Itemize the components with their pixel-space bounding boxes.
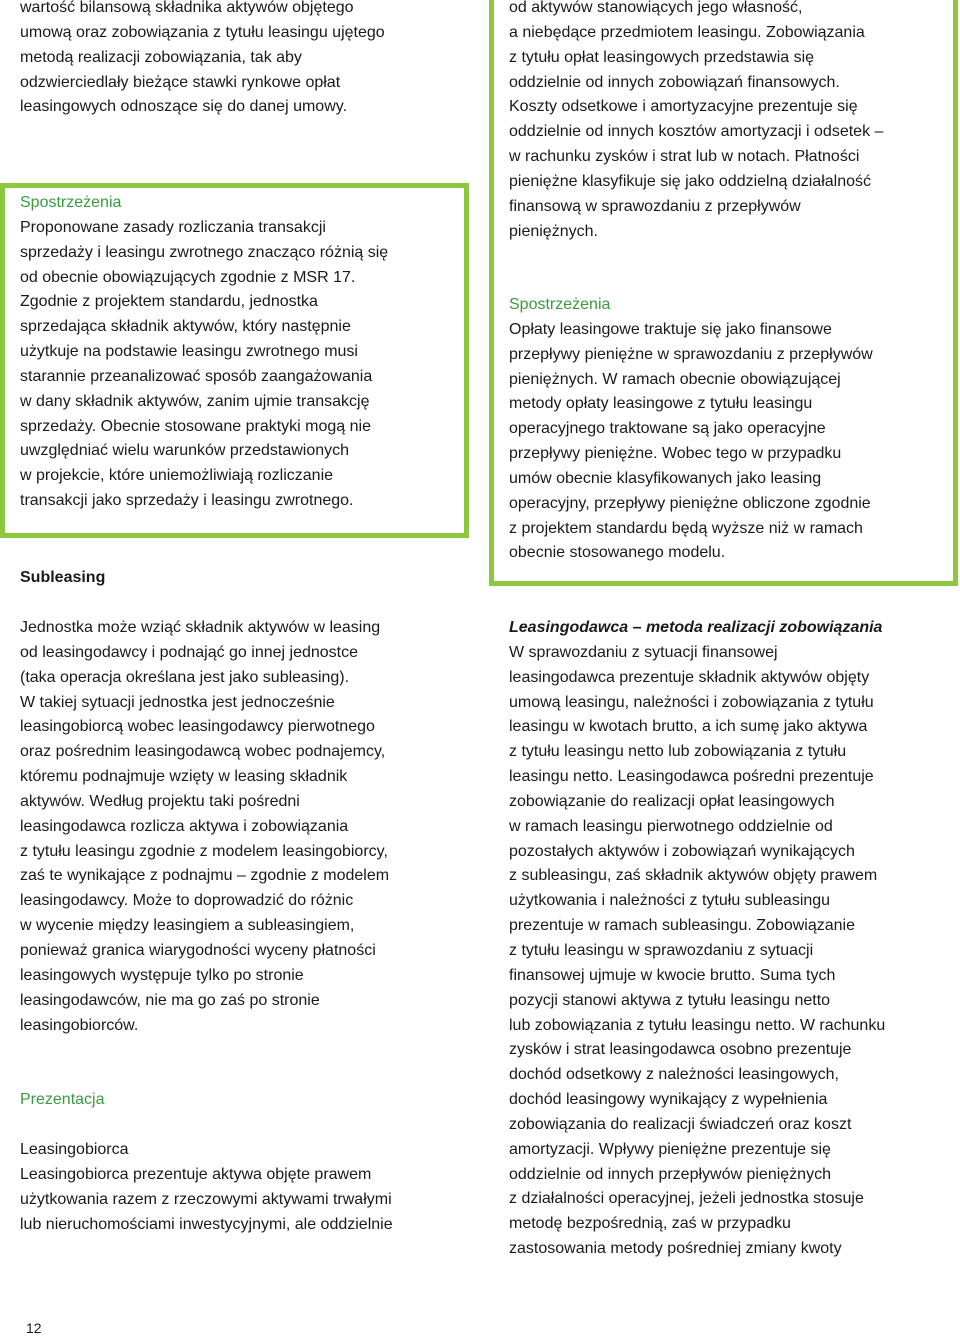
section-heading: Prezentacja	[20, 1091, 105, 1108]
text-line: pieniężne klasyfikuje się jako oddzielną działalność	[509, 172, 871, 190]
text-line: Proponowane zasady rozliczania transakcji	[20, 218, 326, 236]
text-line: od leasingodawcy i podnająć go innej jednostce	[20, 643, 359, 661]
text-line: (taka operacja określana jest jako subleasing).	[20, 668, 350, 686]
subsection-heading: Leasingodawca – metoda realizacji zobowiązania	[509, 619, 883, 636]
text-line: Koszty odsetkowe i amortyzacyjne prezentuje się	[509, 98, 858, 116]
insight-box-right-content	[509, 293, 873, 566]
text-line: obecnie stosowanego modelu.	[509, 544, 726, 562]
text-line: zaś te wynikające z podnajmu – zgodnie z modelem	[20, 867, 390, 885]
text-line: pozostałych aktywów i zobowiązań wynikających	[509, 842, 855, 860]
text-line: operacyjny, przepływy pieniężne obliczone zgodnie	[509, 494, 871, 512]
text-line: przepływy pieniężne. Wobec tego w przypadku	[509, 445, 842, 463]
text-line: metodę bezpośrednią, zaś w przypadku	[509, 1215, 791, 1233]
text-line: aktywów. Według projektu taki pośredni	[20, 792, 300, 810]
text-line: w ramach leasingu pierwotnego oddzielnie od	[509, 817, 833, 835]
text-line: od obecnie obowiązujących zgodnie z MSR 17.	[20, 268, 356, 286]
text-line: Jednostka może wziąć składnik aktywów w leasing	[20, 619, 381, 636]
text-line: lub nieruchomościami inwestycyjnymi, ale oddzielnie	[20, 1215, 393, 1233]
intro-paragraph	[20, 0, 385, 120]
text-line: zobowiązania do realizacji świadczeń oraz koszt	[509, 1115, 852, 1133]
text-line: metodą realizacji zobowiązania, tak aby	[20, 48, 302, 66]
subleasing-paragraph	[20, 616, 389, 1038]
text-line: W takiej sytuacji jednostka jest jednocześnie	[20, 693, 335, 711]
text-line: z działalności operacyjnej, jeżeli jednostka stosuje	[509, 1190, 864, 1208]
text-line: pozycji stanowi aktywa z tytułu leasingu netto	[509, 991, 831, 1009]
text-line: leasingodawców, nie ma go zaś po stronie	[20, 991, 320, 1009]
text-line: Opłaty leasingowe traktuje się jako finansowe	[509, 320, 832, 338]
text-line: przepływy pieniężne w sprawozdaniu z przepływów	[509, 345, 873, 363]
insight-box-right-intro	[509, 0, 883, 244]
text-line: zobowiązanie do realizacji opłat leasingowych	[509, 792, 835, 810]
text-line: umową oraz zobowiązania z tytułu leasingu ujętego	[20, 23, 385, 41]
page-number: 12	[26, 1320, 42, 1336]
text-line: a niebędące przedmiotem leasingu. Zobowiązania	[509, 23, 865, 41]
subleasing-section	[20, 566, 105, 591]
text-line: użytkowania razem z rzeczowymi aktywami trwałymi	[20, 1190, 392, 1208]
text-line: leasingodawcy. Może to doprowadzić do różnic	[20, 892, 354, 910]
text-line: użytkowania i należności z tytułu subleasingu	[509, 892, 831, 910]
text-line: z tytułu opłat leasingowych przedstawia się	[509, 48, 815, 66]
text-line: użytkuje na podstawie leasingu zwrotnego musi	[20, 343, 358, 361]
text-line: pieniężnych.	[509, 222, 598, 240]
text-line: prezentuje w ramach subleasingu. Zobowiązanie	[509, 917, 855, 935]
text-line: leasingu w kwotach brutto, a ich sumę jako aktywa	[509, 718, 868, 736]
presentation-section	[20, 1088, 105, 1113]
text-line: ponieważ granica wiarygodności wyceny płatności	[20, 941, 376, 959]
text-line: leasingobiorców.	[20, 1016, 139, 1034]
section-heading: Subleasing	[20, 569, 106, 586]
text-line: operacyjnego traktowane są jako operacyjne	[509, 420, 826, 438]
text-line: transakcji jako sprzedaży i leasingu zwrotnego.	[20, 492, 354, 510]
text-line: leasingodawca rozlicza aktywa i zobowiązania	[20, 817, 349, 835]
text-line: z tytułu leasingu zgodnie z modelem leasingobiorcy,	[20, 842, 388, 860]
text-line: starannie przeanalizować sposób zaangażowania	[20, 367, 373, 385]
text-line: leasingowych występuje tylko po stronie	[20, 966, 304, 984]
text-line: oddzielnie od innych przepływów pieniężnych	[509, 1165, 831, 1183]
text-line: z projektem standardu będą wyższe niż w ramach	[509, 519, 863, 537]
text-line: sprzedaży i leasingu zwrotnego znacząco różnią się	[20, 243, 389, 261]
text-line: finansowej ujmuje w kwocie brutto. Suma tych	[509, 966, 836, 984]
text-line: odzwierciedlały bieżące stawki rynkowe opłat	[20, 73, 341, 91]
text-line: leasingowych odnoszące się do danej umowy.	[20, 98, 348, 116]
text-line: z subleasingu, zaś składnik aktywów objęty prawem	[509, 867, 878, 885]
text-line: Leasingobiorca prezentuje aktywa objęte prawem	[20, 1165, 372, 1183]
text-line: zysków i strat leasingodawca osobno prezentuje	[509, 1041, 852, 1059]
text-line: pieniężnych. W ramach obecnie obowiązującej	[509, 370, 841, 388]
text-line: Zgodnie z projektem standardu, jednostka	[20, 293, 318, 311]
text-line: sprzedaży. Obecnie stosowane praktyki mogą nie	[20, 417, 371, 435]
text-line: W sprawozdaniu z sytuacji finansowej	[509, 643, 778, 661]
text-line: leasingodawca prezentuje składnik aktywów objęty	[509, 668, 870, 686]
text-line: zastosowania metody pośredniej zmiany kwoty	[509, 1240, 842, 1258]
text-line: w dany składnik aktywów, zanim ujmie transakcję	[20, 392, 370, 410]
text-line: finansową w sprawozdaniu z przepływów	[509, 197, 801, 215]
text-line: leasingu netto. Leasingodawca pośredni prezentuje	[509, 768, 874, 786]
text-line: z tytułu leasingu netto lub zobowiązania z tytułu	[509, 743, 847, 761]
text-line: oddzielnie od innych kosztów amortyzacji i odsetek –	[509, 123, 884, 141]
text-line: w wycenie między leasingiem a subleasingiem,	[20, 917, 355, 935]
subsection-heading: Leasingobiorca	[20, 1141, 129, 1158]
text-line: w rachunku zysków i strat lub w notach. Płatności	[509, 148, 860, 166]
text-line: któremu podnajmuje wzięty w leasing składnik	[20, 768, 348, 786]
text-line: oraz pośrednim leasingodawcą wobec podnajemcy,	[20, 743, 386, 761]
text-line: sprzedająca składnik aktywów, który następnie	[20, 318, 351, 336]
insight-heading: Spostrzeżenia	[509, 296, 611, 313]
text-line: leasingobiorcą wobec leasingodawcy pierwotnego	[20, 718, 375, 736]
text-line: umów obecnie klasyfikowanych jako leasing	[509, 469, 822, 487]
text-line: dochód leasingowy wynikający z wypełnienia	[509, 1091, 828, 1109]
text-line: oddzielnie od innych zobowiązań finansowych.	[509, 73, 840, 91]
text-line: amortyzacji. Wpływy pieniężne prezentuje się	[509, 1140, 831, 1158]
insight-heading: Spostrzeżenia	[20, 194, 122, 211]
text-line: dochód odsetkowy z należności leasingowych,	[509, 1066, 839, 1084]
lessee-section	[20, 1138, 393, 1237]
text-line: lub zobowiązania z tytułu leasingu netto. W rachunku	[509, 1016, 886, 1034]
text-line: z tytułu leasingu w sprawozdaniu z sytuacji	[509, 941, 814, 959]
lessor-section	[509, 616, 885, 1262]
text-line: uwzględniać wielu warunków przedstawionych	[20, 442, 350, 460]
text-line: umową leasingu, należności i zobowiązania z tytułu	[509, 693, 874, 711]
text-line: w projekcie, które uniemożliwiają rozliczanie	[20, 467, 334, 485]
text-line: metody opłaty leasingowe z tytułu leasingu	[509, 395, 813, 413]
text-line: wartość bilansową składnika aktywów objętego	[20, 0, 354, 16]
text-line: od aktywów stanowiących jego własność,	[509, 0, 803, 16]
insight-box-left-content	[20, 191, 388, 514]
